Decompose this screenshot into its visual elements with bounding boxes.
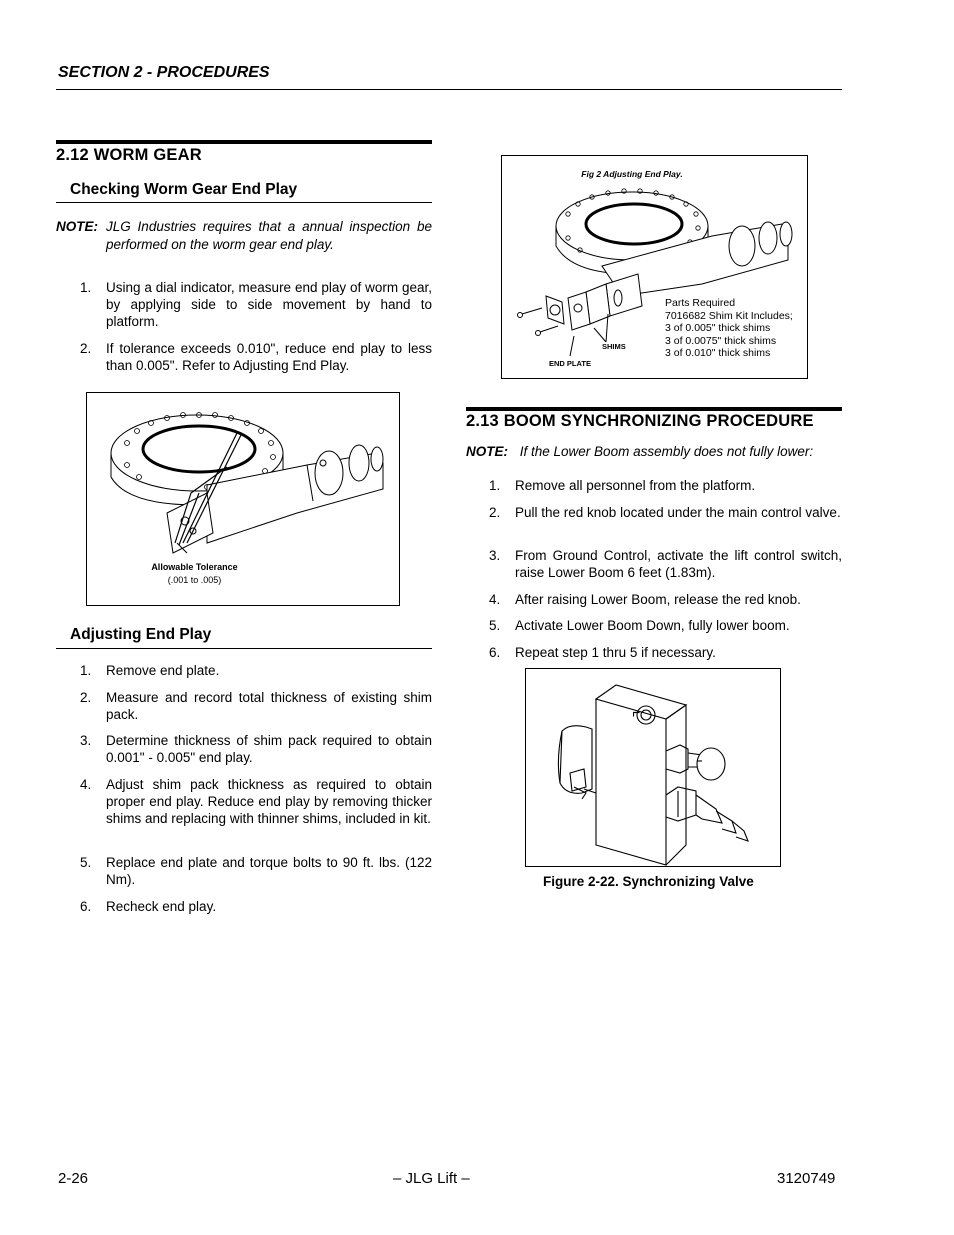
step-number: 1. [489,478,501,493]
step-text: Pull the red knob located under the main control valve. [515,505,841,520]
parts-line: 3 of 0.0075" thick shims [665,334,777,347]
step-number: 4. [489,592,501,607]
step-number: 1. [80,280,92,295]
step-number: 1. [80,663,92,678]
adjusting-end-play-figure [501,155,808,379]
step-text: Replace end plate and torque bolts to 90 ft. lbs. (122 Nm). [106,855,432,887]
page-number: 2-26 [58,1170,89,1187]
step-text: Remove all personnel from the platform. [515,478,756,493]
adjusting-end-play-subheading: Adjusting End Play [70,626,212,643]
footer-brand: – JLG Lift – [393,1170,470,1187]
subheading-rule [56,648,432,649]
shims-label: SHIMS [602,342,626,351]
step-text: Determine thickness of shim pack required to obtain 0.001" - 0.005" end play. [106,733,432,765]
tolerance-label: Allowable Tolerance [151,562,238,572]
valve-drawing [526,669,780,866]
parts-line: Parts Required [665,297,736,309]
worm-gear-drawing [87,393,399,605]
step-text: Remove end plate. [106,663,220,678]
figure-caption: Figure 2-22. Synchronizing Valve [543,874,754,889]
step-text: After raising Lower Boom, release the red knob. [515,592,801,607]
heading-bar [466,407,842,411]
worm-gear-figure [86,392,400,606]
step-text: Repeat step 1 thru 5 if necessary. [515,645,716,660]
step-number: 5. [489,618,501,633]
document-number: 3120749 [777,1170,836,1187]
subheading-rule [56,202,432,203]
step-number: 4. [80,777,92,792]
boom-sync-heading: 2.13 BOOM SYNCHRONIZING PROCEDURE [466,412,814,430]
step-number: 3. [489,548,501,563]
parts-required-list [665,297,805,360]
step-text: Using a dial indicator, measure end play of worm gear, by applying side to side movement by hand to platform. [106,280,432,329]
boom-sync-note [466,443,842,461]
section-title: SECTION 2 - PROCEDURES [58,64,270,81]
step-number: 2. [489,505,501,520]
step-text: Measure and record total thickness of existing shim pack. [106,690,432,722]
worm-gear-note [56,218,432,252]
step-text: Recheck end play. [106,899,217,914]
parts-line: 7016682 Shim Kit Includes; [665,309,793,322]
step-text: If tolerance exceeds 0.010", reduce end play to less than 0.005". Refer to Adjusting End Play. [106,341,432,373]
parts-line: 3 of 0.005" thick shims [665,322,771,334]
step-text: From Ground Control, activate the lift control switch, raise Lower Boom 6 feet (1.83m). [515,548,842,580]
step-number: 3. [80,733,92,748]
synchronizing-valve-figure [525,668,781,867]
valve-stamp: L [630,711,641,717]
tolerance-range: (.001 to .005) [167,575,222,585]
step-number: 2. [80,690,92,705]
step-number: 2. [80,341,92,356]
step-text: Activate Lower Boom Down, fully lower boom. [515,618,790,633]
note-text: JLG Industries requires that a annual inspection be performed on the worm gear end play. [106,219,432,252]
worm-gear-heading: 2.12 WORM GEAR [56,146,202,164]
checking-end-play-subheading: Checking Worm Gear End Play [70,181,298,198]
figure-title: Fig 2 Adjusting End Play. [581,169,683,179]
note-label: NOTE: [56,219,98,234]
end-plate-label: END PLATE [549,359,591,368]
parts-line: 3 of 0.010" thick shims [665,347,771,359]
header-divider [56,89,842,90]
step-text: Adjust shim pack thickness as required to obtain proper end play. Reduce end play by removing thicker shims and replacing with thinner shims, included in kit. [106,777,432,826]
note-label: NOTE: [466,444,508,459]
step-number: 6. [489,645,501,660]
step-number: 5. [80,855,92,870]
step-number: 6. [80,899,92,914]
note-text: If the Lower Boom assembly does not fully lower: [519,444,814,459]
heading-bar [56,140,432,144]
